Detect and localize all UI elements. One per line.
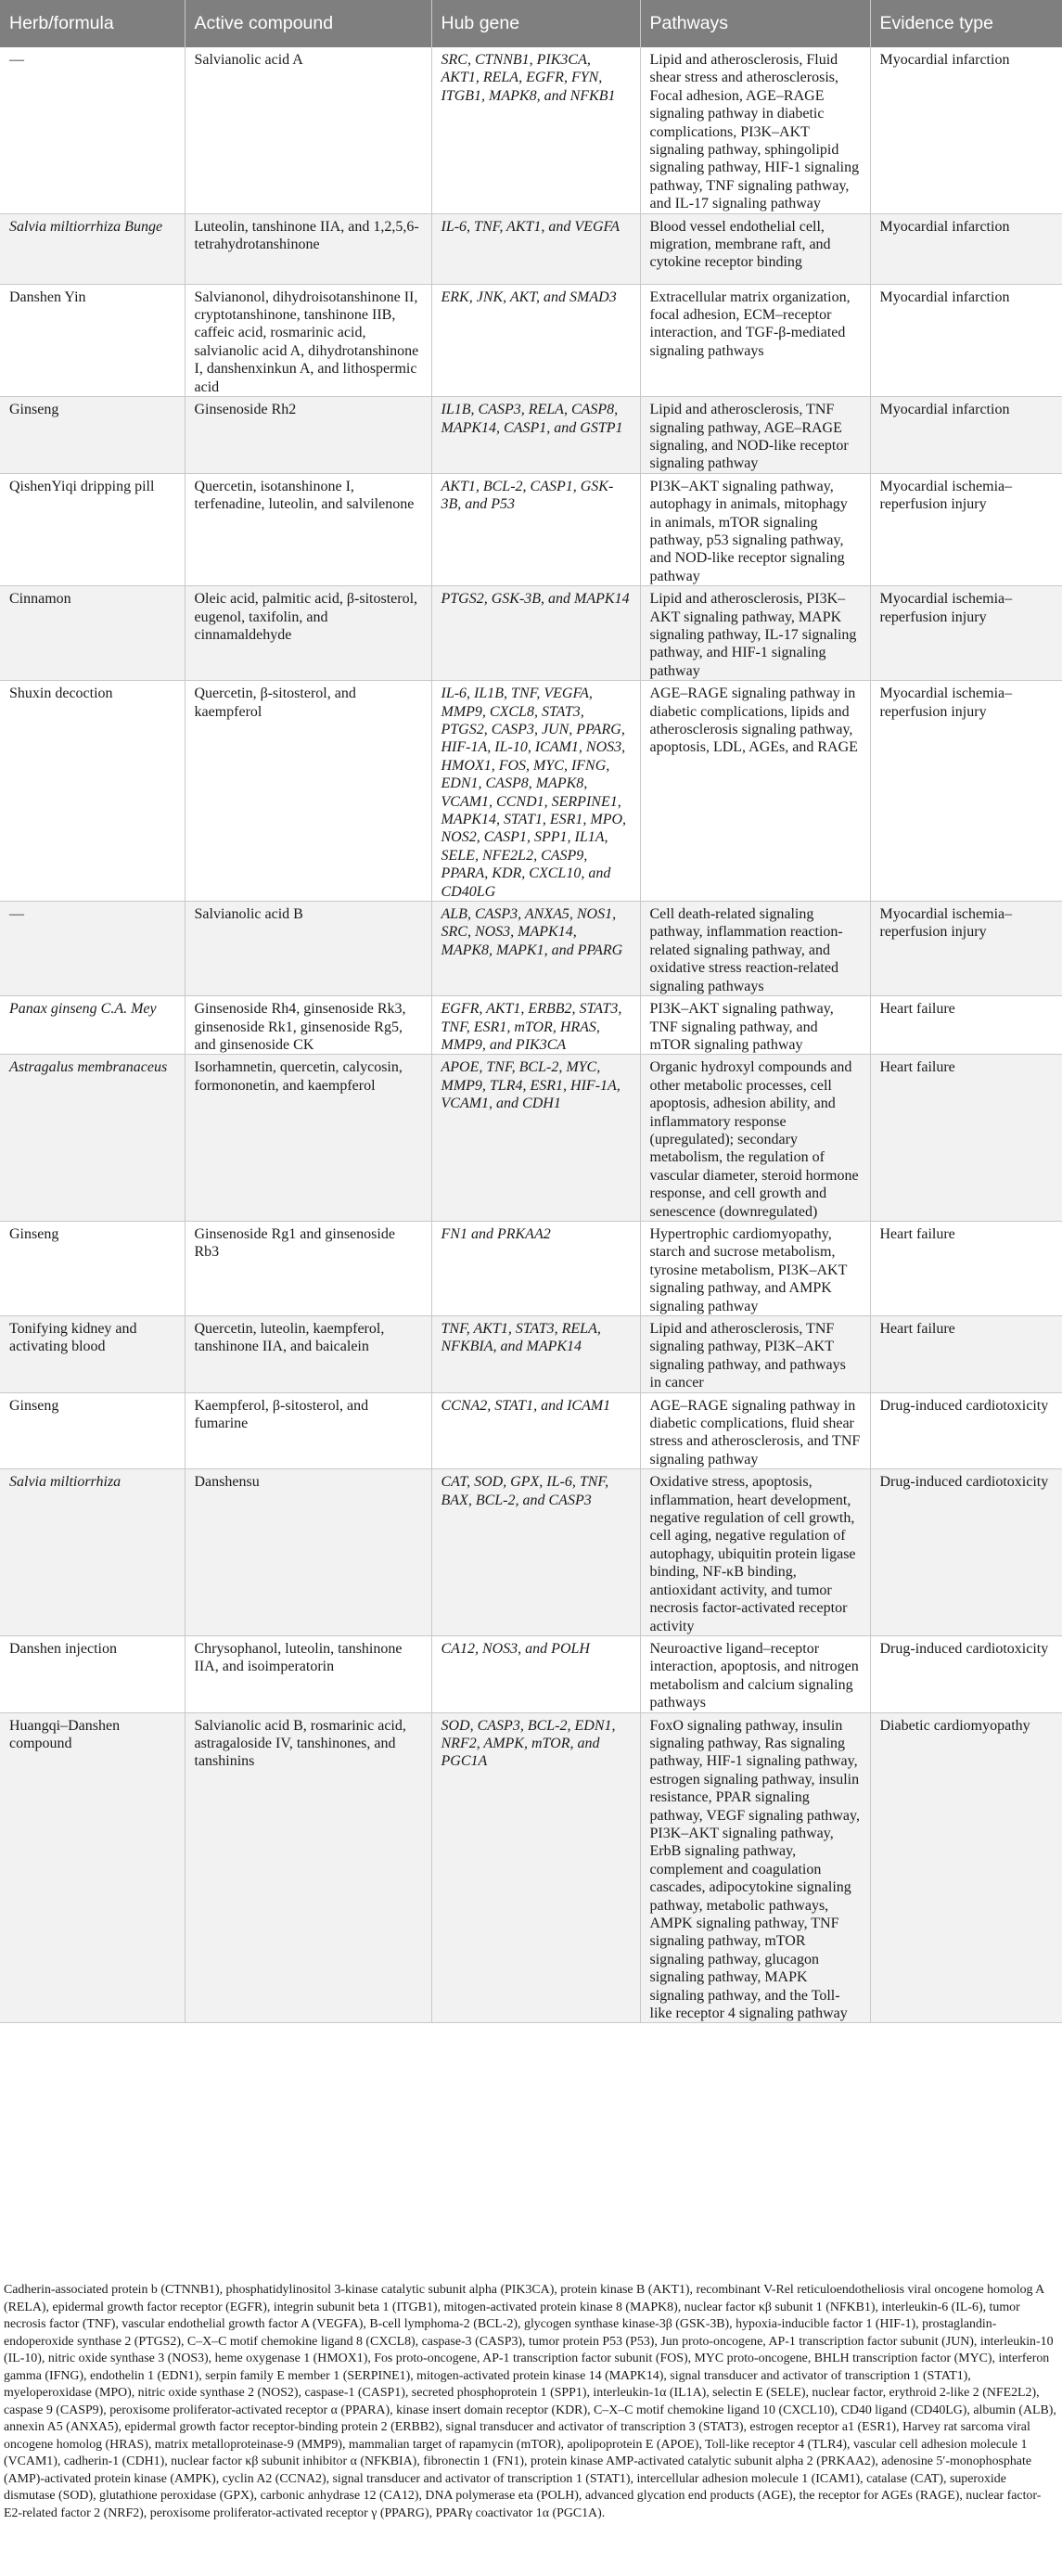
compound-cell: Oleic acid, palmitic acid, β-sitosterol, eugenol, taxifolin, and cinnamaldehyde [185,586,431,681]
table-row [0,586,1062,681]
evidence-cell: Heart failure [870,996,1062,1055]
pathways-cell: Lipid and atherosclerosis, PI3K–AKT signaling pathway, MAPK signaling pathway, IL-17 signaling pathway, and HIF-1 signaling pathway [640,586,870,681]
pathways-cell: Hypertrophic cardiomyopathy, starch and sucrose metabolism, tyrosine metabolism, PI3K–AKT signaling pathway, and AMPK signaling pathway [640,1221,870,1315]
table-row [0,284,1062,396]
table-row [0,397,1062,474]
pathways-cell: PI3K–AKT signaling pathway, autophagy in animals, mitophagy in animals, mTOR signaling pathway, p53 signaling pathway, and NOD-like receptor signaling pathway [640,473,870,585]
compound-cell: Ginsenoside Rg1 and ginsenoside Rb3 [185,1221,431,1315]
evidence-cell: Heart failure [870,1316,1062,1393]
table-row [0,1712,1062,2023]
hub-gene-cell: CA12, NOS3, and POLH [431,1635,640,1712]
compound-cell: Danshensu [185,1469,431,1636]
pathways-cell: Lipid and atherosclerosis, Fluid shear stress and atherosclerosis, Focal adhesion, AGE–RAGE signaling pathway in diabetic complications, PI3K–AKT signaling pathway, sphingolipid signaling pathway, HIF-1 signaling pathway, TNF signaling pathway, and IL-17 signaling pathway [640,47,870,213]
herb-cell: Huangqi–Danshen compound [0,1712,185,2023]
table-row [0,996,1062,1055]
table-row [0,1392,1062,1469]
herb-cell: Danshen injection [0,1635,185,1712]
hub-gene-cell: APOE, TNF, BCL-2, MYC, MMP9, TLR4, ESR1, HIF-1A, VCAM1, and CDH1 [431,1055,640,1222]
evidence-cell: Drug-induced cardiotoxicity [870,1469,1062,1636]
hub-gene-cell: TNF, AKT1, STAT3, RELA, NFKBIA, and MAPK14 [431,1316,640,1393]
evidence-cell: Myocardial infarction [870,397,1062,474]
table-row [0,681,1062,902]
herb-cell: Cinnamon [0,586,185,681]
table-body [0,47,1062,2023]
pathways-cell: Oxidative stress, apoptosis, inflammation, heart development, negative regulation of cell growth, cell aging, negative regulation of autophagy, ubiquitin protein ligase binding, NF-κB binding, antioxidant activity, and tumor necrosis factor-activated receptor activity [640,1469,870,1636]
evidence-cell: Myocardial infarction [870,284,1062,396]
pathways-cell: Extracellular matrix organization, focal adhesion, ECM–receptor interaction, and TGF-β-mediated signaling pathways [640,284,870,396]
pathways-cell: PI3K–AKT signaling pathway, TNF signaling pathway, and mTOR signaling pathway [640,996,870,1055]
compound-cell: Ginsenoside Rh4, ginsenoside Rk3, ginsenoside Rk1, ginsenoside Rg5, and ginsenoside CK [185,996,431,1055]
header-evidence: Evidence type [879,13,993,33]
herb-cell: Panax ginseng C.A. Mey [0,996,185,1055]
table-row [0,1469,1062,1636]
herb-cell: Astragalus membranaceus [0,1055,185,1222]
header-compound: Active compound [185,0,431,47]
table-header [0,0,1062,47]
pathways-cell: Cell death-related signaling pathway, inflammation reaction-related signaling pathway, and oxidative stress reaction-related signaling pathways [640,902,870,996]
herb-cell: — [0,902,185,996]
pathways-cell: AGE–RAGE signaling pathway in diabetic complications, lipids and atherosclerosis signaling pathway, apoptosis, LDL, AGEs, and RAGE [640,681,870,902]
hub-gene-cell: ERK, JNK, AKT, and SMAD3 [431,284,640,396]
table-row [0,1635,1062,1712]
hub-gene-cell: CCNA2, STAT1, and ICAM1 [431,1392,640,1469]
compound-cell: Ginsenoside Rh2 [185,397,431,474]
table-row [0,473,1062,585]
compound-cell: Kaempferol, β-sitosterol, and fumarine [185,1392,431,1469]
hub-gene-cell: AKT1, BCL-2, CASP1, GSK-3B, and P53 [431,473,640,585]
evidence-cell: Myocardial ischemia–reperfusion injury [870,681,1062,902]
compound-cell: Chrysophanol, luteolin, tanshinone IIA, and isoimperatorin [185,1635,431,1712]
evidence-cell: Myocardial ischemia–reperfusion injury [870,586,1062,681]
hub-gene-cell: ALB, CASP3, ANXA5, NOS1, SRC, NOS3, MAPK14, MAPK8, MAPK1, and PPARG [431,902,640,996]
evidence-cell: Heart failure [870,1055,1062,1222]
pathways-cell: Organic hydroxyl compounds and other metabolic processes, cell apoptosis, adhesion ability, and inflammatory response (upregulated); secondary metabolism, the regulation of vascular diameter, steroid hormone response, and cell growth and senescence (downregulated) [640,1055,870,1222]
compound-cell: Quercetin, luteolin, kaempferol, tanshinone IIA, and baicalein [185,1316,431,1393]
pathways-cell: Lipid and atherosclerosis, TNF signaling pathway, PI3K–AKT signaling pathway, and pathways in cancer [640,1316,870,1393]
table-row [0,1221,1062,1315]
herb-cell: Shuxin decoction [0,681,185,902]
compound-cell: Salvianonol, dihydroisotanshinone II, cryptotanshinone, tanshinone IIB, caffeic acid, rosmarinic acid, salvianolic acid A, dihydrotanshinone I, danshenxinkun A, and lithospermic acid [185,284,431,396]
evidence-cell: Myocardial ischemia–reperfusion injury [870,473,1062,585]
evidence-cell: Myocardial infarction [870,47,1062,213]
table-row [0,1316,1062,1393]
compound-cell: Luteolin, tanshinone IIA, and 1,2,5,6-tetrahydrotanshinone [185,213,431,284]
hub-gene-cell: IL-6, IL1B, TNF, VEGFA, MMP9, CXCL8, STAT3, PTGS2, CASP3, JUN, PPARG, HIF-1A, IL-10, ICAM1, NOS3, HMOX1, FOS, MYC, IFNG, EDN1, CASP8, MAPK8, VCAM1, CCND1, SERPINE1, MAPK14, STAT1, ESR1, MPO, NOS2, CASP1, SPP1, IL1A, SELE, NFE2L2, CASP9, PPARA, KDR, CXCL10, and CD40LG [431,681,640,902]
herb-cell: Danshen Yin [0,284,185,396]
table-row [0,47,1062,213]
compound-cell: Salvianolic acid B [185,902,431,996]
evidence-cell: Drug-induced cardiotoxicity [870,1635,1062,1712]
hub-gene-cell: SRC, CTNNB1, PIK3CA, AKT1, RELA, EGFR, FYN, ITGB1, MAPK8, and NFKB1 [431,47,640,213]
herb-cell: QishenYiqi dripping pill [0,473,185,585]
pathways-cell: Lipid and atherosclerosis, TNF signaling pathway, AGE–RAGE signaling, and NOD-like receptor signaling pathway [640,397,870,474]
hub-gene-cell: PTGS2, GSK-3B, and MAPK14 [431,586,640,681]
header-pathways: Pathways [640,0,870,47]
compound-cell: Salvianolic acid A [185,47,431,213]
pathways-cell: Neuroactive ligand–receptor interaction, apoptosis, and nitrogen metabolism and calcium signaling pathways [640,1635,870,1712]
evidence-cell: Myocardial ischemia–reperfusion injury [870,902,1062,996]
evidence-cell: Diabetic cardiomyopathy [870,1712,1062,2023]
hub-gene-cell: SOD, CASP3, BCL-2, EDN1, NRF2, AMPK, mTOR, and PGC1A [431,1712,640,2023]
header-hub-gene: Hub gene [431,0,640,47]
herb-cell: Salvia miltiorrhiza Bunge [0,213,185,284]
herb-cell: Ginseng [0,1221,185,1315]
herb-cell: Salvia miltiorrhiza [0,1469,185,1636]
hub-gene-cell: CAT, SOD, GPX, IL-6, TNF, BAX, BCL-2, and CASP3 [431,1469,640,1636]
hub-gene-cell: IL-6, TNF, AKT1, and VEGFA [431,213,640,284]
hub-gene-cell: FN1 and PRKAA2 [431,1221,640,1315]
pathways-cell: FoxO signaling pathway, insulin signaling pathway, Ras signaling pathway, HIF-1 signaling pathway, estrogen signaling pathway, insulin resistance, PPAR signaling pathway, VEGF signaling pathway, PI3K–AKT signaling pathway, ErbB signaling pathway, complement and coagulation cascades, adipocytokine signaling pathway, metabolic pathways, AMPK signaling pathway, TNF signaling pathway, mTOR signaling pathway, glucagon signaling pathway, MAPK signaling pathway, and the Toll-like receptor 4 signaling pathway [640,1712,870,2023]
herb-cell: Ginseng [0,1392,185,1469]
table-row [0,213,1062,284]
hub-gene-cell: IL1B, CASP3, RELA, CASP8, MAPK14, CASP1, and GSTP1 [431,397,640,474]
table-footnote: Cadherin-associated protein b (CTNNB1), phosphatidylinositol 3-kinase catalytic subunit alpha (PIK3CA), protein kinase B (AKT1), recombinant V-Rel reticuloendotheliosis viral oncogene homolog A (RELA), epidermal growth factor receptor (EGFR), integrin subunit beta 1 (ITGB1), mitogen-activated protein kinase 8 (MAPK8), nuclear factor κβ subunit 1 (NFKB1), interleukin-6 (IL-6), tumor necrosis factor (TNF), vascular endothelial growth factor A (VEGFA), B-cell lymphoma-2 (BCL-2), glycogen synthase kinase-3β (GSK-3B), hypoxia-inducible factor 1 (HIF-1), prostaglandin-endoperoxide synthase 2 (PTGS2), C–X–C motif chemokine ligand 8 (CXCL8), caspase-3 (CASP3), tumor protein P53 (P53), Jun proto-oncogene, AP-1 transcription factor subunit (JUN), interleukin-10 (IL-10), nitric oxide synthase 3 (NOS3), heme oxygenase 1 (HMOX1), Fos proto-oncogene, AP-1 transcription factor subunit (FOS), MYC proto-oncogene, BHLH transcription factor (MYC), interferon gamma (IFNG), endothelin 1 (EDN1), serpin family E member 1 (SERPINE1), mitogen-activated protein kinase 14 (MAPK14), signal transducer and activator of transcription 1 (STAT1), myeloperoxidase (MPO), nitric oxide synthase 2 (NOS2), caspase-1 (CASP1), secreted phosphoprotein 1 (SPP1), interleukin-1α (IL1A), selectin E (SELE), nuclear factor, erythroid 2-like 2 (NFE2L2), caspase 9 (CASP9), peroxisome proliferator-activated receptor α (PPARA), kinase insert domain receptor (KDR), C–X–C motif chemokine ligand 10 (CXCL10), CD40 ligand (CD40LG), albumin (ALB), annexin A5 (ANXA5), epidermal growth factor receptor-binding protein 2 (ERBB2), signal transducer and activator of transcription 3 (STAT3), estrogen receptor a1 (ESR1), Harvey rat sarcoma viral oncogene homolog (HRAS), matrix metalloproteinase-9 (MMP9), mammalian target of rapamycin (mTOR), apolipoprotein E (APOE), Toll-like receptor 4 (TLR4), vascular cell adhesion molecule 1 (VCAM1), cadherin-1 (CDH1), nuclear factor κβ subunit inhibitor α (NFKBIA), fibronectin 1 (FN1), protein kinase AMP-activated catalytic subunit alpha 2 (PRKAA2), adenosine 5′-monophosphate (AMP)-activated protein kinase (AMPK), cyclin A2 (CCNA2), signal transducer and activator of transcription 1 (STAT1), intercellular adhesion molecule 1 (ICAM1), catalase (CAT), superoxide dismutase (SOD), glutathione peroxidase (GPX), carbonic anhydrase 12 (CA12), DNA polymerase eta (POLH), advanced glycation end products (AGE), the receptor for AGEs (RAGE), nuclear factor-E2-related factor 2 (NRF2), peroxisome proliferator-activated receptor γ (PPARG), PPARγ coactivator 1α (PGC1A). [4,2283,1056,2520]
compound-cell: Isorhamnetin, quercetin, calycosin, formononetin, and kaempferol [185,1055,431,1222]
herb-cell: — [0,47,185,213]
table-row [0,902,1062,996]
herb-cell: Tonifying kidney and activating blood [0,1316,185,1393]
compound-cell: Quercetin, β-sitosterol, and kaempferol [185,681,431,902]
herb-cell: Ginseng [0,397,185,474]
evidence-cell: Drug-induced cardiotoxicity [870,1392,1062,1469]
compound-cell: Salvianolic acid B, rosmarinic acid, astragaloside IV, tanshinones, and tanshinins [185,1712,431,2023]
hub-gene-cell: EGFR, AKT1, ERBB2, STAT3, TNF, ESR1, mTOR, HRAS, MMP9, and PIK3CA [431,996,640,1055]
evidence-cell: Heart failure [870,1221,1062,1315]
table-row [0,1055,1062,1222]
evidence-cell: Myocardial infarction [870,213,1062,284]
pathways-cell: Blood vessel endothelial cell, migration, membrane raft, and cytokine receptor binding [640,213,870,284]
pathways-cell: AGE–RAGE signaling pathway in diabetic complications, fluid shear stress and atherosclerosis, and TNF signaling pathway [640,1392,870,1469]
compound-cell: Quercetin, isotanshinone I, terfenadine, luteolin, and salvilenone [185,473,431,585]
header-herb: Herb/formula [0,0,185,47]
